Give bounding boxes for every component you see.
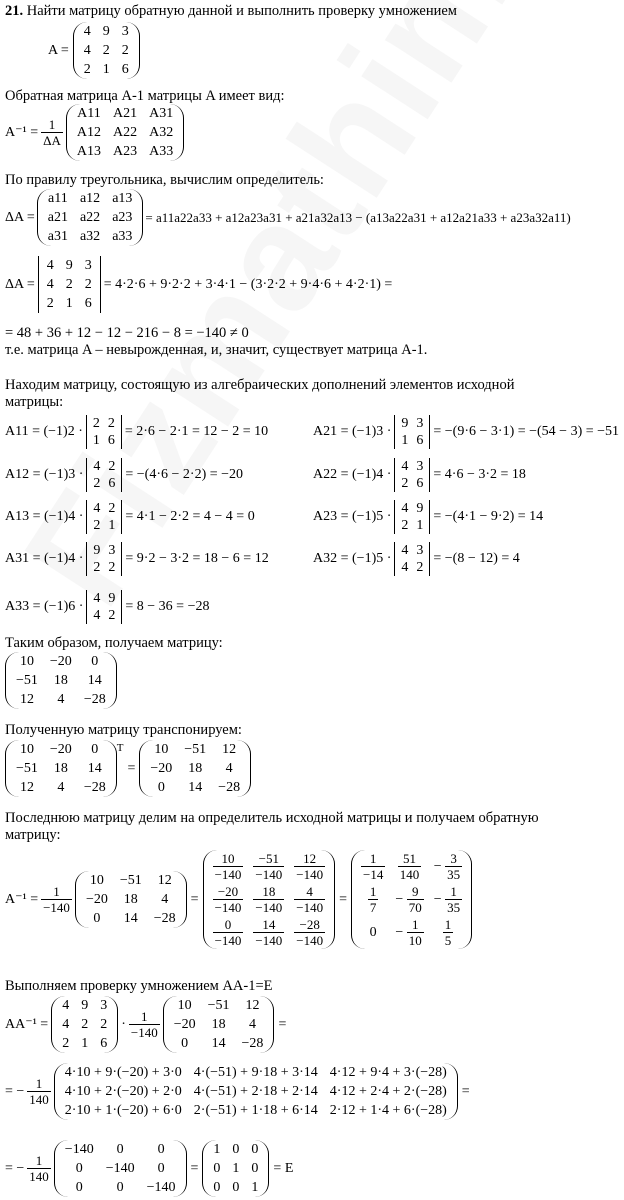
equals-sign: = xyxy=(127,760,136,776)
adjugate-cell: A33 xyxy=(149,144,174,159)
inverse-lhs: A⁻¹ = xyxy=(5,124,39,140)
product-cell: 4·(−51) + 2·18 + 2·14 xyxy=(193,1084,318,1099)
inverse-simplified-matrix xyxy=(351,850,472,949)
matrix-ct-cell: −51 xyxy=(184,742,207,757)
determinant-calculation: = 4·2·6 + 9·2·2 + 3·4·1 − (3·2·2 + 9·4·6 + 4·2·1) = xyxy=(103,276,393,292)
identity-cell: 1 xyxy=(213,1142,221,1157)
matrix-ct-cell: −28 xyxy=(153,911,176,926)
inverse-lhs: A⁻¹ = xyxy=(5,891,39,907)
matrix-ct-cell: 0 xyxy=(157,780,165,795)
cofactor-lhs: A22 = (−1)4 · xyxy=(313,467,392,482)
determinant-lhs: ΔA = xyxy=(5,209,35,225)
matrix-ct-cell: −28 xyxy=(241,1036,264,1051)
minor-cell: 2 xyxy=(108,459,116,474)
matrix-a-cell: 2 xyxy=(100,1017,108,1032)
cofactor-rhs: = −(4·6 − 2·2) = −20 xyxy=(125,467,244,482)
det-num-cell: 2 xyxy=(46,296,54,311)
minor-cell: 9 xyxy=(401,416,409,431)
inverse-simplified-cell: 0 xyxy=(369,925,377,940)
determinant-formula: = a11a22a33 + a12a23a31 + a21a32a13 − (a13a22a31 + a12a21a33 + a23a32a11) xyxy=(145,209,571,225)
product-result xyxy=(5,1140,293,1197)
determinant-symbolic-matrix xyxy=(37,189,144,246)
minor-cell: 4 xyxy=(401,543,409,558)
inverse-simplified-cell: $\frac{1}{7}$ xyxy=(369,884,377,915)
minor-cell: 3 xyxy=(416,416,424,431)
result-cell: 0 xyxy=(157,1142,165,1157)
cofactor-minor xyxy=(86,500,122,534)
matrix-c-cell: 4 xyxy=(57,692,65,707)
matrix-c-cell: 18 xyxy=(53,673,68,688)
matrix-ct-cell: 12 xyxy=(245,998,260,1013)
check-equation: AA⁻¹ = 4 9 3 4 2 2 2 1 6 · $\frac{1}{-140}$ 10 −51 12 −20 18 4 0 14 −28 = xyxy=(5,998,287,1051)
adjugate-cell: A22 xyxy=(112,125,138,140)
matrix-c-cell: −20 xyxy=(49,654,72,669)
matrix-a-cell: 4 xyxy=(62,998,70,1013)
cofactors-intro-text: Находим матрицу, состоящую из алгебраических дополнений элементов исходной xyxy=(5,377,515,393)
equals-sign: = xyxy=(278,1016,287,1032)
identity-cell: 0 xyxy=(251,1142,259,1157)
cofactor-matrix xyxy=(5,652,117,709)
result-cell: 0 xyxy=(116,1180,124,1195)
inverse-fraction-cell: $\frac{18}{-140}$ xyxy=(255,884,283,915)
matrix-a-cell: 4 xyxy=(83,24,91,39)
identity-cell: 0 xyxy=(213,1161,221,1176)
matrix-ct-cell: 18 xyxy=(211,1017,226,1032)
matrix-ct-cell: 0 xyxy=(181,1036,189,1051)
cofactor-lhs: A32 = (−1)5 · xyxy=(313,551,392,566)
cofactor-rhs: = −(9·6 − 3·1) = −(54 − 3) = −51 xyxy=(433,424,620,439)
cofactor-rhs: = −(4·1 − 9·2) = 14 xyxy=(433,509,544,524)
matrix-ct-cell: 12 xyxy=(157,873,172,888)
minor-cell: 2 xyxy=(108,560,116,575)
result-cell: −140 xyxy=(105,1161,135,1176)
matrix-a-cell: 4 xyxy=(62,1017,70,1032)
minor-cell: 2 xyxy=(108,501,116,516)
matrix-ct-cell: 4 xyxy=(225,761,233,776)
cofactor-rhs: = 9·2 − 3·2 = 18 − 6 = 12 xyxy=(125,551,269,566)
matrix-c-cell: 14 xyxy=(87,673,102,688)
cofactor-lhs: A23 = (−1)5 · xyxy=(313,509,392,524)
matrix-ct-cell: −20 xyxy=(85,892,108,907)
minor-cell: 6 xyxy=(107,433,115,448)
problem-title xyxy=(5,3,457,20)
inverse-coefficient: $\frac{1}{\Delta A}$ xyxy=(43,117,61,148)
cofactor-minor xyxy=(86,415,122,449)
product-cell: 4·12 + 2·4 + 2·(−28) xyxy=(329,1084,447,1099)
minor-cell: 2 xyxy=(107,416,115,431)
inverse-fraction-cell: $\frac{-28}{-140}$ xyxy=(296,917,324,948)
matrix-ct-cell: 4 xyxy=(248,1017,256,1032)
matrix-ct-cell: 14 xyxy=(123,911,138,926)
matrix-a xyxy=(73,22,140,79)
adjugate-symbolic-matrix xyxy=(66,104,184,161)
det-num-cell: 2 xyxy=(84,277,92,292)
product-cell: 4·10 + 9·(−20) + 3·0 xyxy=(64,1065,182,1080)
minor-cell: 1 xyxy=(416,518,424,533)
matrix-ct-cell: −20 xyxy=(150,761,173,776)
det-num-cell: 9 xyxy=(65,258,73,273)
minor-cell: 9 xyxy=(93,543,101,558)
matrix-c-cell: 0 xyxy=(91,654,99,669)
matrix-a-cell: 1 xyxy=(102,62,110,77)
transpose-equation xyxy=(5,740,251,797)
adjugate-cell: A21 xyxy=(112,106,138,121)
equals-sign: = xyxy=(190,1160,199,1176)
cofactor-minor xyxy=(394,458,430,492)
inverse-simplified-cell: − $\frac{3}{35}$ xyxy=(433,851,461,882)
equals-sign: = xyxy=(461,1083,470,1099)
transpose-text: Полученную матрицу транспонируем: xyxy=(5,722,242,738)
inverse-formula xyxy=(5,104,184,161)
det-sym-cell: a23 xyxy=(112,210,133,225)
result-cell: 0 xyxy=(116,1142,124,1157)
result-cell: −140 xyxy=(146,1180,176,1195)
product-matrix xyxy=(54,1063,458,1120)
triangle-rule-text: По правилу треугольника, вычислим определитель: xyxy=(5,172,324,188)
cofactor-minor xyxy=(86,590,122,624)
product-cell: 2·12 + 1·4 + 6·(−28) xyxy=(329,1103,447,1118)
cofactor-lhs: A11 = (−1)2 · xyxy=(5,424,83,439)
product-cell: 4·10 + 2·(−20) + 2·0 xyxy=(64,1084,182,1099)
inverse-simplified-cell: $\frac{51}{140}$ xyxy=(399,851,420,882)
minor-cell: 6 xyxy=(416,433,424,448)
cofactor-item xyxy=(5,458,243,492)
matrix-c-cell: −28 xyxy=(83,780,106,795)
cofactor-lhs: A13 = (−1)4 · xyxy=(5,509,84,524)
minor-cell: 4 xyxy=(401,501,409,516)
cofactor-lhs: A21 = (−1)3 · xyxy=(313,424,392,439)
matrix-ct-cell: 0 xyxy=(93,911,101,926)
result-cell: 0 xyxy=(75,1180,83,1195)
det-num-cell: 1 xyxy=(65,296,73,311)
cofactor-rhs: = 4·6 − 3·2 = 18 xyxy=(433,467,526,482)
det-sym-cell: a33 xyxy=(112,229,133,244)
result-coef: $\frac{1}{140}$ xyxy=(29,1153,49,1184)
check-lhs: AA⁻¹ = xyxy=(5,1016,49,1032)
inverse-simplified-cell: − $\frac{9}{70}$ xyxy=(395,884,422,915)
inverse-fraction-matrix xyxy=(203,850,336,949)
matrix-ct-cell: 14 xyxy=(188,780,203,795)
matrix-a-cell: 9 xyxy=(81,998,89,1013)
minor-cell: 9 xyxy=(108,591,116,606)
minus-equals: = − xyxy=(5,1083,25,1099)
identity-cell: 0 xyxy=(251,1161,259,1176)
matrix-ct-copy xyxy=(75,871,187,928)
matrix-ct-cell: 10 xyxy=(154,742,169,757)
matrix-a-definition xyxy=(48,22,140,79)
minor-cell: 1 xyxy=(92,433,100,448)
matrix-c-cell: 10 xyxy=(19,742,34,757)
minor-cell: 1 xyxy=(401,433,409,448)
inverse-intro-text: Обратная матрица A-1 матрицы A имеет вид: xyxy=(5,88,285,104)
matrix-a-cell: 6 xyxy=(121,62,129,77)
result-cell: 0 xyxy=(157,1161,165,1176)
matrix-c xyxy=(5,652,117,709)
minor-cell: 1 xyxy=(108,518,116,533)
product-cell: 2·(−51) + 1·18 + 6·14 xyxy=(193,1103,318,1118)
divide-text: Последнюю матрицу делим на определитель исходной матрицы и получаем обратную xyxy=(5,810,539,826)
matrix-c-cell: 14 xyxy=(87,761,102,776)
matrix-ct-cell: 18 xyxy=(123,892,138,907)
minor-cell: 4 xyxy=(401,560,409,575)
det-sym-cell: a12 xyxy=(79,191,101,206)
determinant-matrix xyxy=(38,256,101,313)
adjugate-cell: A13 xyxy=(76,144,101,159)
inverse-fraction-cell: $\frac{0}{-140}$ xyxy=(214,917,242,948)
minor-cell: 2 xyxy=(93,560,101,575)
minor-cell: 2 xyxy=(93,476,101,491)
matrix-a-cell: 2 xyxy=(83,62,91,77)
cofactor-rhs: = 2·6 − 2·1 = 12 − 2 = 10 xyxy=(124,424,269,439)
minor-cell: 2 xyxy=(108,608,116,623)
det-num-cell: 6 xyxy=(84,296,92,311)
inverse-simplified-cell: − $\frac{1}{10}$ xyxy=(395,917,422,948)
product-expansion xyxy=(5,1063,470,1120)
det-num-cell: 4 xyxy=(46,258,54,273)
cofactor-rhs: = −(8 − 12) = 4 xyxy=(433,551,520,566)
cofactor-minor xyxy=(86,458,122,492)
matrix-c-cell: 4 xyxy=(57,780,65,795)
inverse-fraction-cell: $\frac{-51}{-140}$ xyxy=(255,851,283,882)
matrix-ct-cell: 18 xyxy=(188,761,203,776)
inverse-result xyxy=(5,850,472,949)
minor-cell: 4 xyxy=(93,591,101,606)
adjugate-cell: A23 xyxy=(112,144,138,159)
cofactor-rhs: = 8 − 36 = −28 xyxy=(125,599,210,614)
divide-text-2: матрицу: xyxy=(5,827,61,843)
matrix-a-cell: 2 xyxy=(81,1017,89,1032)
cofactor-rhs: = 4·1 − 2·2 = 4 − 4 = 0 xyxy=(125,509,255,524)
matrix-ct-cell: −28 xyxy=(218,780,241,795)
minor-cell: 6 xyxy=(416,476,424,491)
product-cell: 2·10 + 1·(−20) + 6·0 xyxy=(64,1103,182,1118)
minor-cell: 3 xyxy=(416,459,424,474)
identity-matrix xyxy=(202,1140,269,1197)
equals-sign: = xyxy=(190,891,199,907)
cofactor-lhs: A12 = (−1)3 · xyxy=(5,467,84,482)
minor-cell: 6 xyxy=(108,476,116,491)
matrix-ct-cell: 14 xyxy=(211,1036,226,1051)
det-num-cell: 2 xyxy=(65,277,73,292)
check-text: Выполняем проверку умножением AA-1=E xyxy=(5,978,273,994)
det-num-cell: 4 xyxy=(46,277,54,292)
identity-cell: 1 xyxy=(232,1161,240,1176)
det-sym-cell: a32 xyxy=(79,229,101,244)
det-sym-cell: a13 xyxy=(112,191,133,206)
adjugate-cell: A31 xyxy=(149,106,174,121)
minor-cell: 2 xyxy=(401,518,409,533)
determinant-numeric xyxy=(5,256,392,313)
minor-cell: 3 xyxy=(416,543,424,558)
matrix-a-cell: 2 xyxy=(121,43,129,58)
matrix-c-cell: −28 xyxy=(83,692,106,707)
matrix-a-label: A = xyxy=(48,42,69,58)
minor-cell: 2 xyxy=(401,476,409,491)
equals-e: = E xyxy=(273,1160,294,1176)
det-sym-cell: a11 xyxy=(48,191,68,206)
identity-cell: 0 xyxy=(232,1180,240,1195)
minor-cell: 2 xyxy=(93,518,101,533)
product-cell: 4·(−51) + 9·18 + 3·14 xyxy=(193,1065,318,1080)
matrix-a-cell: 9 xyxy=(102,24,110,39)
det-sym-cell: a21 xyxy=(47,210,68,225)
cofactor-item xyxy=(5,500,255,534)
minor-cell: 3 xyxy=(108,543,116,558)
equals-sign: = xyxy=(339,891,347,907)
result-cell: 0 xyxy=(75,1161,83,1176)
identity-cell: 1 xyxy=(251,1180,259,1195)
matrix-ct-cell: −20 xyxy=(173,1017,196,1032)
cofactor-minor xyxy=(86,542,122,576)
matrix-ct-cell: 12 xyxy=(222,742,237,757)
inverse-fraction-cell: $\frac{-20}{-140}$ xyxy=(214,884,242,915)
inverse-fraction-cell: $\frac{12}{-140}$ xyxy=(296,851,324,882)
minus-equals: = − xyxy=(5,1160,25,1176)
matrix-ct-cell: 10 xyxy=(89,873,104,888)
minor-cell: 9 xyxy=(416,501,424,516)
matrix-c-cell: 12 xyxy=(19,692,34,707)
cofactors-intro-text-2: матрицы: xyxy=(5,394,64,410)
matrix-c-cell: 10 xyxy=(19,654,34,669)
determinant-result: = 48 + 36 + 12 − 12 − 216 − 8 = −140 ≠ 0 xyxy=(5,325,249,341)
result-matrix xyxy=(54,1140,187,1197)
product-cell: 4·12 + 9·4 + 3·(−28) xyxy=(329,1065,447,1080)
matrix-a-cell: 6 xyxy=(100,1036,108,1051)
nondegenerate-text: т.е. матрица A – невырожденная, и, значит, существует матрица A-1. xyxy=(5,342,428,358)
inverse-simplified-cell: $\frac{1}{5}$ xyxy=(444,917,452,948)
matrix-c-copy xyxy=(5,740,117,797)
matrix-ct-cell: −51 xyxy=(207,998,230,1013)
matrix-ct-cell: −51 xyxy=(119,873,142,888)
matrix-a-cell: 1 xyxy=(81,1036,89,1051)
matrix-c-cell: 12 xyxy=(19,780,34,795)
matrix-ct-cell: 4 xyxy=(161,892,169,907)
problem-number: 21. xyxy=(5,3,24,19)
minor-cell: 2 xyxy=(416,560,424,575)
determinant-symbolic xyxy=(5,189,571,246)
cofactor-item xyxy=(5,590,209,624)
cofactor-minor xyxy=(394,542,430,576)
product-coef: $\frac{1}{140}$ xyxy=(29,1076,49,1107)
inverse-fraction-cell: $\frac{10}{-140}$ xyxy=(214,851,242,882)
matrix-c-cell: 18 xyxy=(53,761,68,776)
adjugate-cell: A32 xyxy=(149,125,174,140)
cofactor-item xyxy=(313,458,526,492)
problem-text: Найти матрицу обратную данной и выполнить проверку умножением xyxy=(26,3,457,19)
matrix-c-cell: 0 xyxy=(91,742,99,757)
inverse-fraction-cell: $\frac{14}{-140}$ xyxy=(255,917,283,948)
inverse-simplified-cell: − $\frac{1}{35}$ xyxy=(433,884,461,915)
matrix-a-cell: 3 xyxy=(121,24,129,39)
minor-cell: 4 xyxy=(401,459,409,474)
matrix-ct-cell: 10 xyxy=(177,998,192,1013)
cofactor-item xyxy=(313,542,520,576)
check-coef: $\frac{1}{-140}$ xyxy=(130,1009,158,1040)
cofactor-item xyxy=(313,415,619,449)
identity-cell: 0 xyxy=(213,1180,221,1195)
det-sym-cell: a22 xyxy=(79,210,101,225)
minor-cell: 4 xyxy=(93,459,101,474)
minor-cell: 4 xyxy=(93,608,101,623)
identity-cell: 0 xyxy=(232,1142,240,1157)
inverse-coef: $\frac{1}{-140}$ xyxy=(43,884,70,915)
cofactor-item xyxy=(313,500,543,534)
cofactor-minor xyxy=(394,415,430,449)
matrix-ct-copy-2 xyxy=(163,996,275,1053)
inverse-fraction-cell: $\frac{4}{-140}$ xyxy=(296,884,324,915)
det-sym-cell: a31 xyxy=(47,229,68,244)
cofactor-lhs: A33 = (−1)6 · xyxy=(5,599,84,614)
cofactor-lhs: A31 = (−1)4 · xyxy=(5,551,84,566)
det-num-cell: 3 xyxy=(84,258,92,273)
matrix-a-cell: 2 xyxy=(62,1036,70,1051)
minor-cell: 2 xyxy=(92,416,100,431)
adjugate-cell: A12 xyxy=(76,125,101,140)
matrix-a-cell: 3 xyxy=(100,998,108,1013)
matrix-a-cell: 4 xyxy=(83,43,91,58)
matrix-a-copy xyxy=(51,996,118,1053)
adjugate-cell: A11 xyxy=(77,106,101,121)
inverse-simplified-cell: $\frac{1}{-14}$ xyxy=(363,851,384,882)
cofactor-minor xyxy=(394,500,430,534)
matrix-c-cell: −51 xyxy=(16,761,38,776)
transpose-sup: T xyxy=(116,742,124,754)
determinant-lhs: ΔA = xyxy=(5,276,35,292)
matrix-a-cell: 2 xyxy=(102,43,110,58)
cofactor-item xyxy=(5,415,268,449)
minor-cell: 4 xyxy=(93,501,101,516)
thus-text: Таким образом, получаем матрицу: xyxy=(5,635,223,651)
matrix-c-cell: −20 xyxy=(49,742,72,757)
result-cell: −140 xyxy=(64,1142,94,1157)
matrix-c-cell: −51 xyxy=(16,673,38,688)
matrix-c-transposed xyxy=(139,740,251,797)
cofactor-item xyxy=(5,542,269,576)
